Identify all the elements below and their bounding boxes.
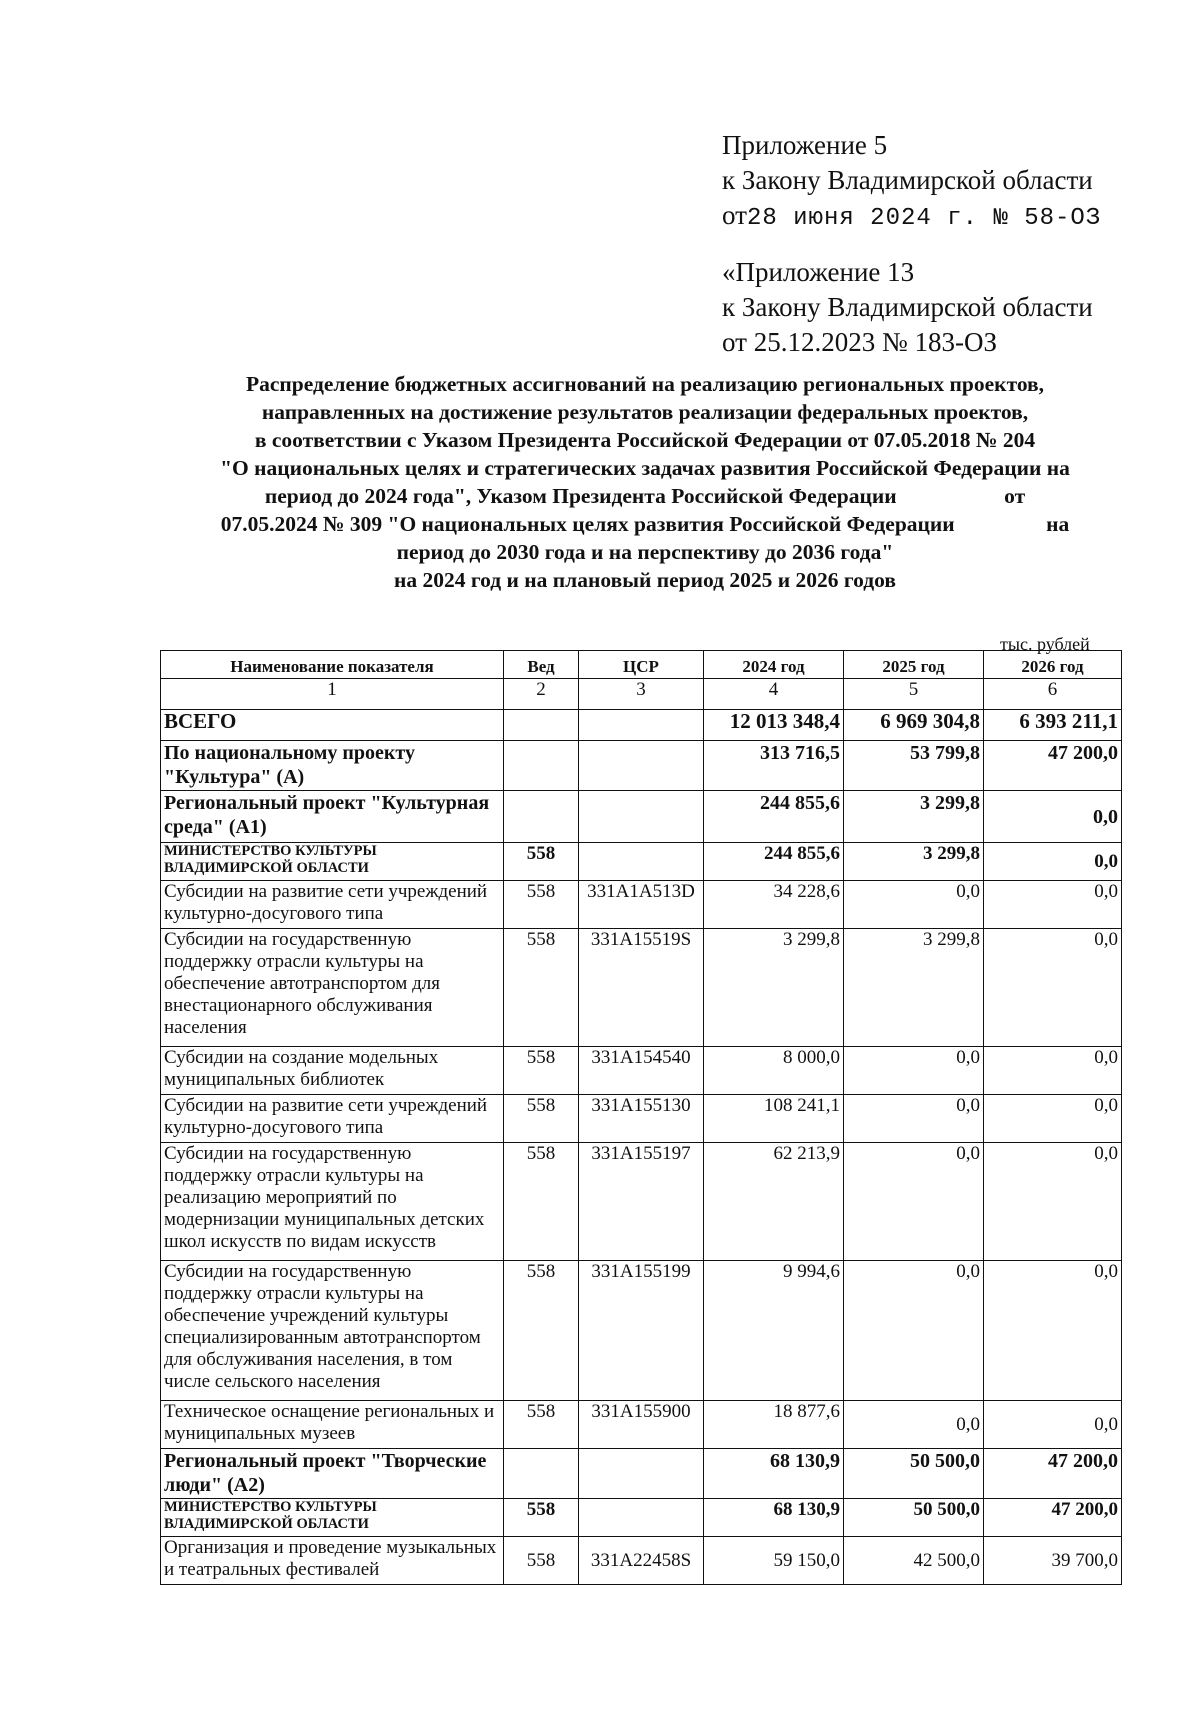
row-csr: 331А22458S [579, 1537, 704, 1585]
row-2025: 6 969 304,8 [844, 710, 984, 741]
row-2026: 47 200,0 [984, 1449, 1122, 1499]
row-csr: 331А155130 [579, 1095, 704, 1143]
row-csr [579, 843, 704, 881]
column-number: 2 [504, 679, 579, 710]
source-law: к Закону Владимирской области [722, 292, 1093, 322]
row-name: МИНИСТЕРСТВО КУЛЬТУРЫ ВЛАДИМИРСКОЙ ОБЛАСТИ [161, 843, 504, 881]
row-2024: 244 855,6 [704, 843, 844, 881]
table-row [161, 1143, 1122, 1261]
row-ved: 558 [504, 881, 579, 929]
row-2025: 53 799,8 [844, 741, 984, 791]
table-row [161, 881, 1122, 929]
row-2024: 62 213,9 [704, 1143, 844, 1261]
row-2025: 3 299,8 [844, 791, 984, 843]
row-2026: 0,0 [984, 1047, 1122, 1095]
row-2025: 0,0 [844, 1143, 984, 1261]
row-2024: 8 000,0 [704, 1047, 844, 1095]
row-2024: 12 013 348,4 [704, 710, 844, 741]
row-2025: 0,0 [844, 1261, 984, 1401]
row-2024: 18 877,6 [704, 1401, 844, 1449]
approval-title: Приложение 5 [722, 130, 888, 160]
row-2024: 68 130,9 [704, 1499, 844, 1537]
row-2026: 0,0 [984, 1261, 1122, 1401]
row-ved: 558 [504, 929, 579, 1047]
row-ved [504, 710, 579, 741]
row-csr: 331А155197 [579, 1143, 704, 1261]
row-csr [579, 1499, 704, 1537]
row-2026: 0,0 [984, 881, 1122, 929]
row-name: Региональный проект "Творческие люди" (А2) [161, 1449, 504, 1499]
units-label: тыс. рублей [1000, 634, 1090, 654]
row-name: МИНИСТЕРСТВО КУЛЬТУРЫ ВЛАДИМИРСКОЙ ОБЛАСТИ [161, 1499, 504, 1537]
row-csr [579, 1449, 704, 1499]
row-name: Субсидии на государственную поддержку отрасли культуры на реализацию мероприятий по модернизации муниципальных детских школ искусств по видам искусств [161, 1143, 504, 1261]
row-name: Субсидии на развитие сети учреждений культурно-досугового типа [161, 1095, 504, 1143]
row-2025: 0,0 [844, 1401, 984, 1449]
row-ved [504, 791, 579, 843]
row-2025: 42 500,0 [844, 1537, 984, 1585]
table-row [161, 1401, 1122, 1449]
row-name: Субсидии на создание модельных муниципальных библиотек [161, 1047, 504, 1095]
row-csr: 331А155199 [579, 1261, 704, 1401]
title-line: на 2024 год и на плановый период 2025 и 2026 годов [394, 568, 896, 592]
row-2026: 47 200,0 [984, 1499, 1122, 1537]
row-2026: 0,0 [984, 1401, 1122, 1449]
row-2026: 0,0 [984, 1095, 1122, 1143]
table-row [161, 1095, 1122, 1143]
row-ved: 558 [504, 1537, 579, 1585]
source-date: от 25.12.2023 № 183-ОЗ [722, 327, 997, 357]
table-row [161, 741, 1122, 791]
row-2025: 50 500,0 [844, 1449, 984, 1499]
row-ved [504, 741, 579, 791]
title-line: 07.05.2024 № 309 "О национальных целях развития Российской Федерации на [220, 512, 1070, 536]
row-2024: 3 299,8 [704, 929, 844, 1047]
row-ved: 558 [504, 1261, 579, 1401]
document-title [150, 370, 1140, 594]
title-line: период до 2024 года", Указом Президента Российской Федерации от [264, 484, 1026, 508]
row-2026: 0,0 [984, 929, 1122, 1047]
column-number: 1 [161, 679, 504, 710]
row-2024: 108 241,1 [704, 1095, 844, 1143]
column-number: 5 [844, 679, 984, 710]
row-2024: 9 994,6 [704, 1261, 844, 1401]
table-row [161, 929, 1122, 1047]
row-csr: 331А1А513D [579, 881, 704, 929]
row-name: Субсидии на государственную поддержку отрасли культуры на обеспечение учреждений культуры специализированным автотранспортом для обслуживания населения, в том числе сельского населения [161, 1261, 504, 1401]
row-2024: 59 150,0 [704, 1537, 844, 1585]
table-row [161, 843, 1122, 881]
row-ved: 558 [504, 1499, 579, 1537]
row-csr [579, 741, 704, 791]
approval-date: 28 июня 2024 г. № 58-ОЗ [746, 205, 1102, 232]
approval-law: к Закону Владимирской области [722, 165, 1093, 195]
row-ved: 558 [504, 1095, 579, 1143]
title-line: в соответствии с Указом Президента Российской Федерации от 07.05.2018 № 204 [254, 428, 1036, 452]
row-2026: 0,0 [984, 843, 1122, 881]
header-2026: 2026 год [984, 651, 1122, 679]
row-ved [504, 1449, 579, 1499]
row-2025: 50 500,0 [844, 1499, 984, 1537]
row-name: Субсидии на развитие сети учреждений культурно-досугового типа [161, 881, 504, 929]
row-2025: 0,0 [844, 881, 984, 929]
row-csr [579, 791, 704, 843]
row-2025: 0,0 [844, 1047, 984, 1095]
row-csr: 331А15519S [579, 929, 704, 1047]
header-csr: ЦСР [579, 651, 704, 679]
header-2024: 2024 год [704, 651, 844, 679]
row-2024: 34 228,6 [704, 881, 844, 929]
table-row [161, 1537, 1122, 1585]
row-2025: 0,0 [844, 1095, 984, 1143]
row-2024: 68 130,9 [704, 1449, 844, 1499]
row-ved: 558 [504, 843, 579, 881]
title-line: Распределение бюджетных ассигнований на реализацию региональных проектов, [245, 372, 1045, 396]
column-number-row [161, 679, 1122, 710]
budget-table [160, 650, 1122, 1585]
row-2024: 244 855,6 [704, 791, 844, 843]
row-2026: 0,0 [984, 1143, 1122, 1261]
header-2025: 2025 год [844, 651, 984, 679]
row-name: Субсидии на государственную поддержку отрасли культуры на обеспечение автотранспортом для внестационарного обслуживания населения [161, 929, 504, 1047]
source-header [722, 255, 1093, 360]
table-row [161, 1261, 1122, 1401]
approval-date-line [722, 198, 1101, 236]
title-line: направленных на достижение результатов реализации федеральных проектов, [261, 400, 1029, 424]
row-ved: 558 [504, 1143, 579, 1261]
table-row [161, 1499, 1122, 1537]
row-2025: 3 299,8 [844, 843, 984, 881]
header-name: Наименование показателя [161, 651, 504, 679]
row-csr [579, 710, 704, 741]
table-row [161, 1047, 1122, 1095]
row-ved: 558 [504, 1401, 579, 1449]
row-2026: 6 393 211,1 [984, 710, 1122, 741]
approval-header [722, 128, 1101, 236]
row-ved: 558 [504, 1047, 579, 1095]
table-header-row [161, 651, 1122, 679]
column-number: 6 [984, 679, 1122, 710]
row-2026: 39 700,0 [984, 1537, 1122, 1585]
row-name: Техническое оснащение региональных и муниципальных музеев [161, 1401, 504, 1449]
row-2026: 0,0 [984, 791, 1122, 843]
table-row [161, 1449, 1122, 1499]
row-name: Организация и проведение музыкальных и театральных фестивалей [161, 1537, 504, 1585]
column-number: 3 [579, 679, 704, 710]
title-line: "О национальных целях и стратегических задачах развития Российской Федерации на [220, 456, 1070, 480]
row-name: Региональный проект "Культурная среда" (А1) [161, 791, 504, 843]
row-csr: 331А154540 [579, 1047, 704, 1095]
column-number: 4 [704, 679, 844, 710]
row-2026: 47 200,0 [984, 741, 1122, 791]
row-name: По национальному проекту "Культура" (А) [161, 741, 504, 791]
header-ved: Вед [504, 651, 579, 679]
row-csr: 331А155900 [579, 1401, 704, 1449]
approval-prefix: от [722, 200, 747, 230]
source-title: «Приложение 13 [722, 257, 915, 287]
row-2024: 313 716,5 [704, 741, 844, 791]
row-name: ВСЕГО [161, 710, 504, 741]
table-row [161, 791, 1122, 843]
title-line: период до 2030 года и на перспективу до 2036 года" [396, 540, 894, 564]
row-2025: 3 299,8 [844, 929, 984, 1047]
table-row [161, 710, 1122, 741]
